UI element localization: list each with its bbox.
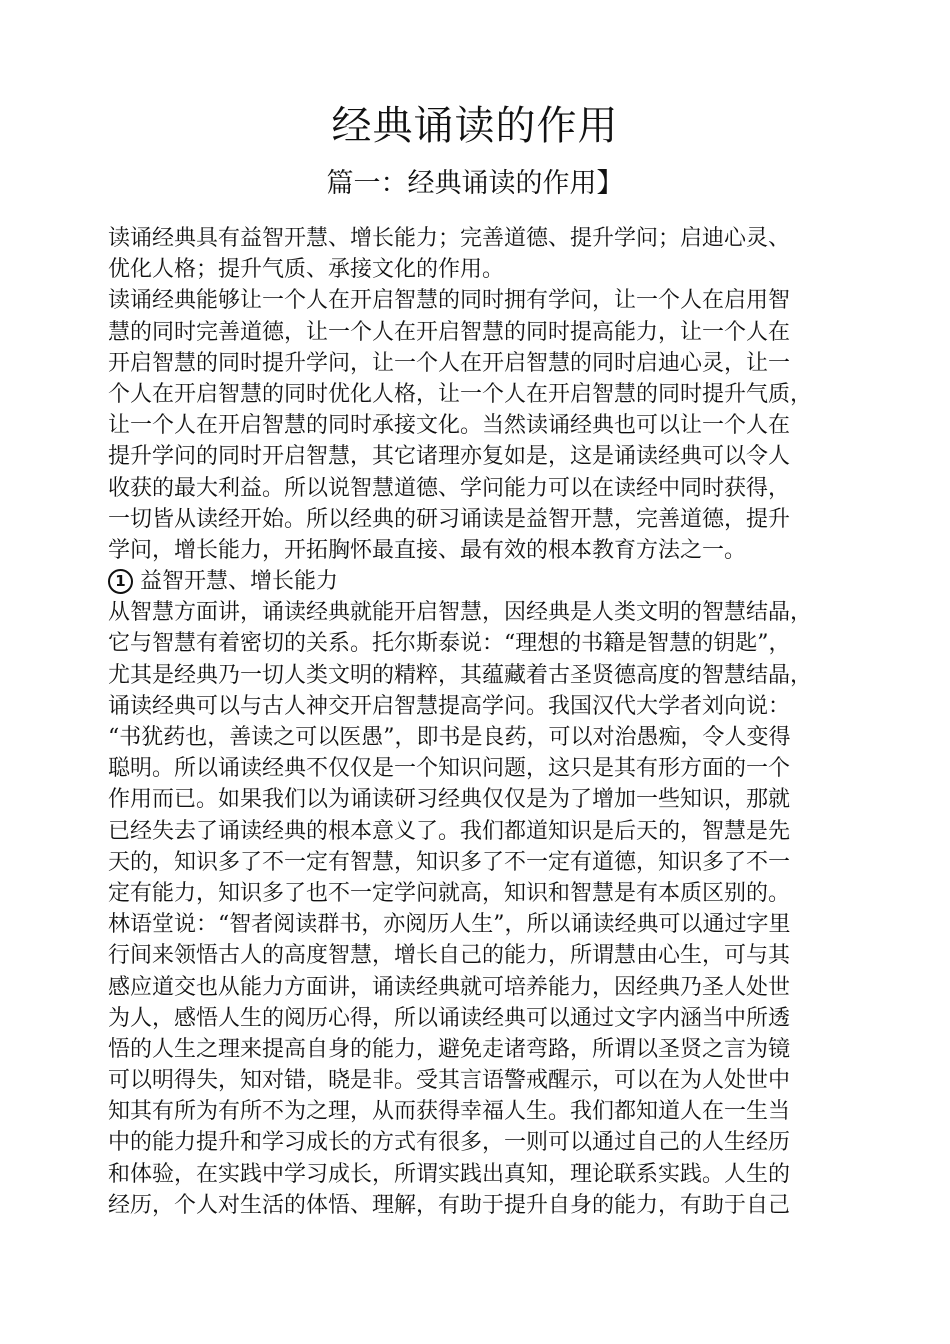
document-subtitle: 篇一：经典诵读的作用】 bbox=[326, 168, 624, 199]
text-line: 悟的人生之理来提高自身的能力，避免走诸弯路，所谓以圣贤之言为镜 bbox=[108, 1036, 791, 1062]
text-line: 中的能力提升和学习成长的方式有很多，一则可以通过自己的人生经历 bbox=[108, 1130, 791, 1156]
text-line: 尤其是经典乃一切人类文明的精粹，其蕴藏着古圣贤德高度的智慧结晶， bbox=[108, 662, 813, 688]
text-line: 让一个人在开启智慧的同时承接文化。当然读诵经典也可以让一个人在 bbox=[108, 413, 791, 439]
text-line: 读诵经典具有益智开慧、增长能力；完善道德、提升学问；启迪心灵、 bbox=[108, 226, 791, 251]
text-line: 已经失去了诵读经典的根本意义了。我们都道知识是后天的，智慧是先 bbox=[108, 818, 791, 844]
text-line: 林语堂说：“智者阅读群书，亦阅历人生”，所以诵读经典可以通过字里 bbox=[108, 912, 791, 938]
document-body bbox=[108, 223, 848, 1221]
text-line: 个人在开启智慧的同时优化人格，让一个人在开启智慧的同时提升气质， bbox=[108, 381, 813, 407]
text-line: 和体验，在实践中学习成长，所谓实践出真知，理论联系实践。人生的 bbox=[108, 1161, 791, 1187]
text-line: 从智慧方面讲，诵读经典就能开启智慧，因经典是人类文明的智慧结晶， bbox=[108, 600, 813, 626]
text-line: “书犹药也，善读之可以医愚”，即书是良药，可以对治愚痴，令人变得 bbox=[108, 725, 791, 750]
text-line: 感应道交也从能力方面讲，诵读经典就可培养能力，因经典乃圣人处世 bbox=[108, 974, 791, 1000]
text-line: 优化人格；提升气质、承接文化的作用。 bbox=[108, 257, 505, 283]
text-line: 天的，知识多了不一定有智慧，知识多了不一定有道德，知识多了不一 bbox=[108, 849, 791, 875]
text-line: 读诵经典能够让一个人在开启智慧的同时拥有学问，让一个人在启用智 bbox=[108, 288, 791, 314]
text-line: 它与智慧有着密切的关系。托尔斯泰说：“理想的书籍是智慧的钥匙”， bbox=[108, 631, 791, 657]
document-title: 经典诵读的作用 bbox=[331, 103, 619, 149]
circled-number: 1 bbox=[108, 569, 133, 594]
text-line: 学问，增长能力，开拓胸怀最直接、最有效的根本教育方法之一。 bbox=[108, 537, 747, 563]
text-line: 知其有所为有所不为之理，从而获得幸福人生。我们都知道人在一生当 bbox=[108, 1099, 791, 1125]
text-line: 经历，个人对生活的体悟、理解，有助于提升自身的能力，有助于自己 bbox=[108, 1192, 791, 1218]
text-line: 聪明。所以诵读经典不仅仅是一个知识问题，这只是其有形方面的一个 bbox=[108, 756, 791, 782]
text-line: 一切皆从读经开始。所以经典的研习诵读是益智开慧，完善道德，提升 bbox=[108, 506, 791, 532]
text-line: 定有能力，知识多了也不一定学问就高，知识和智慧是有本质区别的。 bbox=[108, 880, 791, 906]
text-line: 诵读经典可以与古人神交开启智慧提高学问。我国汉代大学者刘向说： bbox=[108, 693, 791, 719]
section-heading-text: 益智开慧、增长能力 bbox=[140, 569, 339, 595]
text-line: 开启智慧的同时提升学问，让一个人在开启智慧的同时启迪心灵，让一 bbox=[108, 350, 791, 376]
text-line: 可以明得失，知对错，晓是非。受其言语警戒醒示，可以在为人处世中 bbox=[108, 1068, 791, 1094]
text-line: 提升学问的同时开启智慧，其它诸理亦复如是，这是诵读经典可以令人 bbox=[108, 444, 791, 470]
section-heading bbox=[108, 566, 848, 597]
text-line: 慧的同时完善道德，让一个人在开启智慧的同时提高能力，让一个人在 bbox=[108, 319, 791, 345]
text-line: 为人，感悟人生的阅历心得，所以诵读经典可以通过文字内涵当中所透 bbox=[108, 1005, 791, 1031]
text-line: 作用而已。如果我们以为诵读研习经典仅仅是为了增加一些知识，那就 bbox=[108, 787, 791, 813]
text-line: 收获的最大利益。所以说智慧道德、学问能力可以在读经中同时获得， bbox=[108, 475, 791, 501]
text-line: 行间来领悟古人的高度智慧，增长自己的能力，所谓慧由心生，可与其 bbox=[108, 943, 791, 969]
